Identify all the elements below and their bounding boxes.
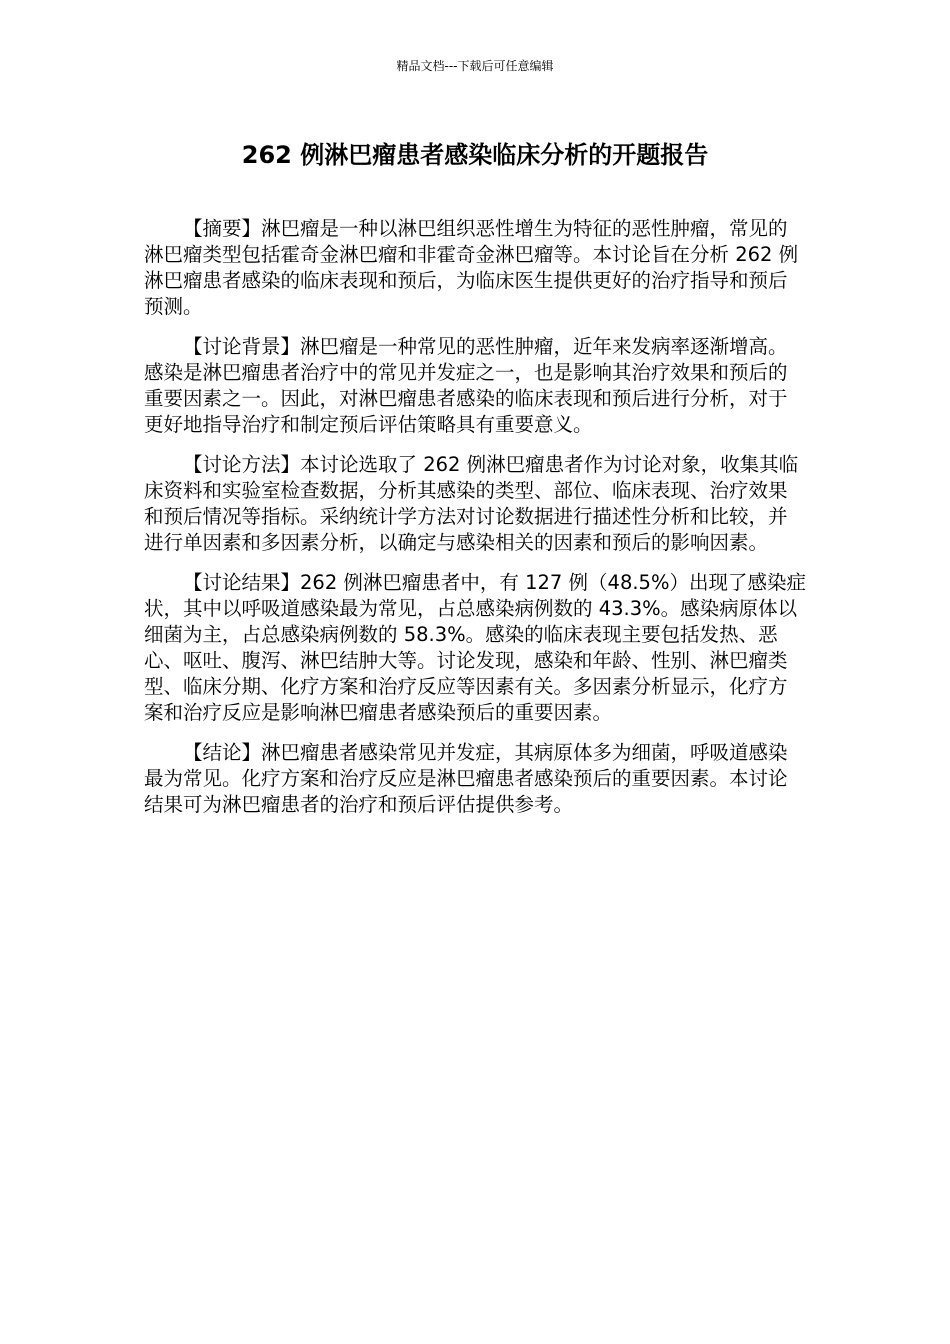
document-body	[144, 216, 806, 832]
background-paragraph: 【讨论背景】淋巴瘤是一种常见的恶性肿瘤，近年来发病率逐渐增高。感染是淋巴瘤患者治疗中的常见并发症之一，也是影响其治疗效果和预后的重要因素之一。因此，对淋巴瘤患者感染的临床表现和预后进行分析，对于更好地指导治疗和制定预后评估策略具有重要意义。	[144, 335, 788, 436]
page-header: 精品文档---下载后可任意编辑	[396, 59, 554, 73]
document-title: 262 例淋巴瘤患者感染临床分析的开题报告	[241, 141, 709, 169]
abstract-paragraph: 【摘要】淋巴瘤是一种以淋巴组织恶性增生为特征的恶性肿瘤，常见的淋巴瘤类型包括霍奇金淋巴瘤和非霍奇金淋巴瘤等。本讨论旨在分析 262 例淋巴瘤患者感染的临床表现和预后，为临床医生提供更好的治疗指导和预后预测。	[144, 217, 799, 318]
results-paragraph: 【讨论结果】262 例淋巴瘤患者中，有 127 例（48.5%）出现了感染症状，其中以呼吸道感染最为常见，占总感染病例数的 43.3%。感染病原体以细菌为主，占总感染病例数的 58.3%。感染的临床表现主要包括发热、恶心、呕吐、腹泻、淋巴结肿大等。讨论发现，感染和年龄、性别、淋巴瘤类型、临床分期、化疗方案和治疗反应等因素有关。多因素分析显示，化疗方案和治疗反应是影响淋巴瘤患者感染预后的重要因素。	[144, 571, 806, 724]
conclusion-paragraph: 【结论】淋巴瘤患者感染常见并发症，其病原体多为细菌，呼吸道感染最为常见。化疗方案和治疗反应是淋巴瘤患者感染预后的重要因素。本讨论结果可为淋巴瘤患者的治疗和预后评估提供参考。	[144, 741, 788, 816]
methods-paragraph: 【讨论方法】本讨论选取了 262 例淋巴瘤患者作为讨论对象，收集其临床资料和实验室检查数据，分析其感染的类型、部位、临床表现、治疗效果和预后情况等指标。采纳统计学方法对讨论数据进行描述性分析和比较，并进行单因素和多因素分析，以确定与感染相关的因素和预后的影响因素。	[144, 453, 799, 554]
